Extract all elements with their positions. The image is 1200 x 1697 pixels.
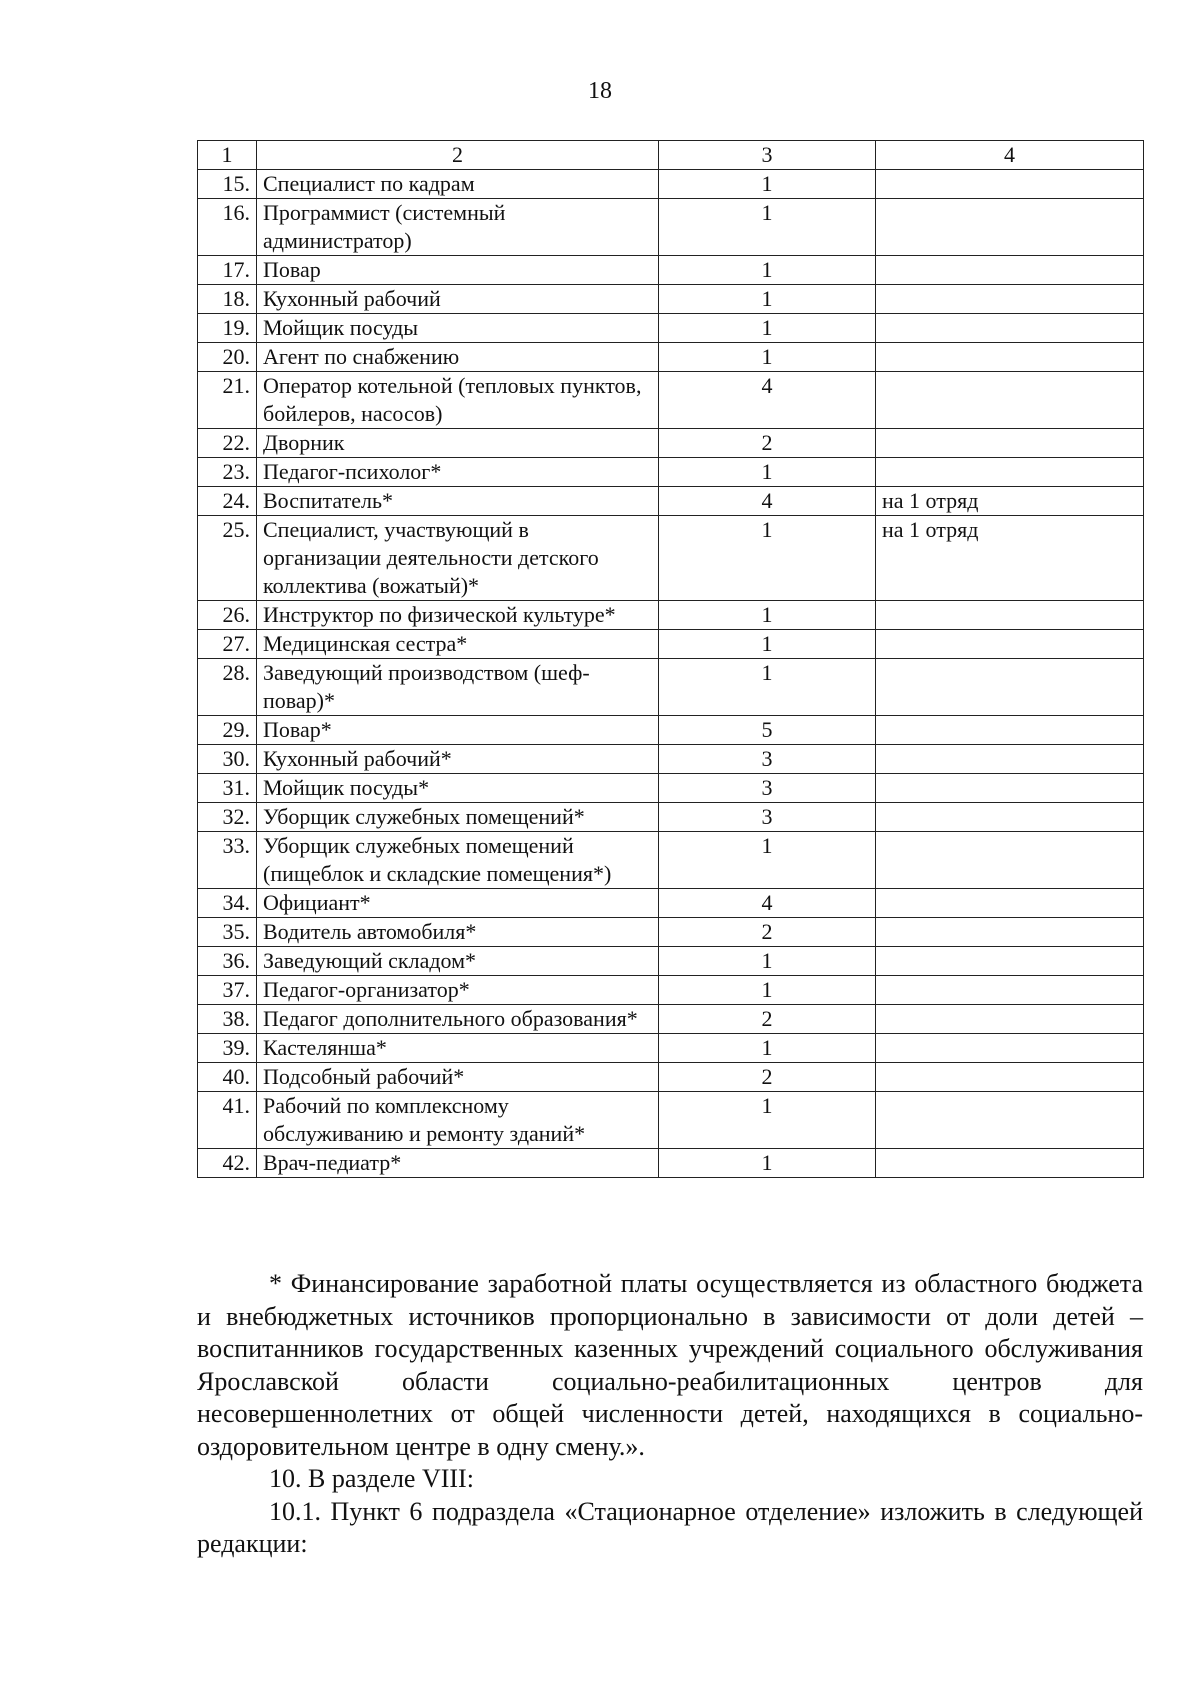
table-row xyxy=(198,947,1144,976)
row-position-name: Дворник xyxy=(257,429,659,458)
row-note xyxy=(876,803,1144,832)
table-row xyxy=(198,918,1144,947)
row-position-name: Уборщик служебных помещений* xyxy=(257,803,659,832)
row-quantity: 4 xyxy=(659,889,876,918)
row-position-name: Заведующий складом* xyxy=(257,947,659,976)
row-quantity: 1 xyxy=(659,314,876,343)
row-position-name: Врач-педиатр* xyxy=(257,1149,659,1178)
row-quantity: 1 xyxy=(659,601,876,630)
table-row xyxy=(198,889,1144,918)
row-note xyxy=(876,745,1144,774)
row-note xyxy=(876,199,1144,256)
row-note xyxy=(876,458,1144,487)
section-10-heading: 10. В разделе VIII: xyxy=(269,1464,474,1493)
row-note xyxy=(876,889,1144,918)
row-position-name: Воспитатель* xyxy=(257,487,659,516)
row-note xyxy=(876,170,1144,199)
table-row xyxy=(198,199,1144,256)
row-number: 27. xyxy=(198,630,257,659)
table-row xyxy=(198,774,1144,803)
table-row xyxy=(198,745,1144,774)
row-number: 28. xyxy=(198,659,257,716)
table-row xyxy=(198,170,1144,199)
row-note xyxy=(876,918,1144,947)
row-number: 40. xyxy=(198,1063,257,1092)
table-row xyxy=(198,1034,1144,1063)
row-number: 42. xyxy=(198,1149,257,1178)
table-row xyxy=(198,458,1144,487)
table-row xyxy=(198,343,1144,372)
table-row xyxy=(198,1063,1144,1092)
table-row xyxy=(198,1092,1144,1149)
row-position-name: Водитель автомобиля* xyxy=(257,918,659,947)
row-quantity: 1 xyxy=(659,659,876,716)
row-position-name: Повар* xyxy=(257,716,659,745)
row-quantity: 1 xyxy=(659,832,876,889)
table-row xyxy=(198,429,1144,458)
table-row xyxy=(198,372,1144,429)
row-number: 21. xyxy=(198,372,257,429)
row-number: 22. xyxy=(198,429,257,458)
row-number: 17. xyxy=(198,256,257,285)
header-col-1: 1 xyxy=(198,141,257,170)
row-quantity: 1 xyxy=(659,199,876,256)
table-row xyxy=(198,487,1144,516)
row-position-name: Мойщик посуды* xyxy=(257,774,659,803)
row-note: на 1 отряд xyxy=(876,516,1144,601)
table-header-row xyxy=(198,141,1144,170)
table-row xyxy=(198,976,1144,1005)
row-quantity: 1 xyxy=(659,630,876,659)
row-quantity: 2 xyxy=(659,918,876,947)
row-quantity: 1 xyxy=(659,976,876,1005)
table-row xyxy=(198,601,1144,630)
row-quantity: 4 xyxy=(659,487,876,516)
row-quantity: 1 xyxy=(659,516,876,601)
row-number: 37. xyxy=(198,976,257,1005)
row-note xyxy=(876,601,1144,630)
page-number: 18 xyxy=(588,78,612,104)
row-quantity: 3 xyxy=(659,745,876,774)
row-quantity: 1 xyxy=(659,343,876,372)
row-quantity: 3 xyxy=(659,803,876,832)
row-note xyxy=(876,976,1144,1005)
table-row xyxy=(198,516,1144,601)
row-number: 15. xyxy=(198,170,257,199)
row-quantity: 1 xyxy=(659,1092,876,1149)
row-position-name: Медицинская сестра* xyxy=(257,630,659,659)
row-note xyxy=(876,1034,1144,1063)
header-col-2: 2 xyxy=(257,141,659,170)
row-note xyxy=(876,947,1144,976)
table-body xyxy=(198,170,1144,1178)
row-number: 36. xyxy=(198,947,257,976)
row-note xyxy=(876,285,1144,314)
row-quantity: 1 xyxy=(659,170,876,199)
row-number: 25. xyxy=(198,516,257,601)
header-col-4: 4 xyxy=(876,141,1144,170)
row-position-name: Программист (системный администратор) xyxy=(257,199,659,256)
staff-table xyxy=(197,140,1144,1178)
header-col-3: 3 xyxy=(659,141,876,170)
footnote-block xyxy=(197,1268,1143,1561)
row-position-name: Кухонный рабочий xyxy=(257,285,659,314)
row-number: 23. xyxy=(198,458,257,487)
row-number: 24. xyxy=(198,487,257,516)
table-row xyxy=(198,1005,1144,1034)
row-position-name: Повар xyxy=(257,256,659,285)
footnote-text: * Финансирование заработной платы осуществляется из областного бюджета и внебюджетных источников пропорционально в зависимости от доли детей – воспитанников государственных казенных учреждений социального обслуживания Ярославской области социально-реабилитационных центров для несовершеннолетних от общей численности детей, находящихся в социально-оздоровительном центре в одну смену.». xyxy=(197,1269,1143,1461)
table-row xyxy=(198,630,1144,659)
row-number: 19. xyxy=(198,314,257,343)
row-note xyxy=(876,774,1144,803)
row-position-name: Мойщик посуды xyxy=(257,314,659,343)
row-note xyxy=(876,256,1144,285)
row-number: 16. xyxy=(198,199,257,256)
table-row xyxy=(198,832,1144,889)
row-number: 20. xyxy=(198,343,257,372)
row-quantity: 1 xyxy=(659,1149,876,1178)
row-quantity: 5 xyxy=(659,716,876,745)
row-number: 35. xyxy=(198,918,257,947)
row-number: 18. xyxy=(198,285,257,314)
row-note xyxy=(876,429,1144,458)
row-quantity: 3 xyxy=(659,774,876,803)
row-quantity: 4 xyxy=(659,372,876,429)
row-note: на 1 отряд xyxy=(876,487,1144,516)
row-quantity: 2 xyxy=(659,429,876,458)
row-number: 26. xyxy=(198,601,257,630)
row-number: 31. xyxy=(198,774,257,803)
table-row xyxy=(198,803,1144,832)
row-position-name: Специалист по кадрам xyxy=(257,170,659,199)
table-row xyxy=(198,256,1144,285)
table-row xyxy=(198,314,1144,343)
row-note xyxy=(876,630,1144,659)
row-number: 29. xyxy=(198,716,257,745)
item-10-1-text: 10.1. Пункт 6 подраздела «Стационарное отделение» изложить в следующей редакции: xyxy=(197,1496,1143,1558)
row-quantity: 2 xyxy=(659,1005,876,1034)
row-note xyxy=(876,716,1144,745)
row-number: 33. xyxy=(198,832,257,889)
table-row xyxy=(198,1149,1144,1178)
row-note xyxy=(876,1005,1144,1034)
row-quantity: 1 xyxy=(659,1034,876,1063)
row-number: 41. xyxy=(198,1092,257,1149)
row-quantity: 2 xyxy=(659,1063,876,1092)
row-position-name: Педагог-организатор* xyxy=(257,976,659,1005)
row-note xyxy=(876,1063,1144,1092)
table-row xyxy=(198,716,1144,745)
row-position-name: Кастелянша* xyxy=(257,1034,659,1063)
row-note xyxy=(876,659,1144,716)
row-position-name: Рабочий по комплексному обслуживанию и ремонту зданий* xyxy=(257,1092,659,1149)
row-note xyxy=(876,1092,1144,1149)
row-position-name: Официант* xyxy=(257,889,659,918)
row-number: 32. xyxy=(198,803,257,832)
row-note xyxy=(876,1149,1144,1178)
row-position-name: Педагог дополнительного образования* xyxy=(257,1005,659,1034)
row-position-name: Оператор котельной (тепловых пунктов, бойлеров, насосов) xyxy=(257,372,659,429)
row-note xyxy=(876,343,1144,372)
row-note xyxy=(876,832,1144,889)
row-number: 38. xyxy=(198,1005,257,1034)
row-position-name: Кухонный рабочий* xyxy=(257,745,659,774)
row-position-name: Педагог-психолог* xyxy=(257,458,659,487)
row-position-name: Уборщик служебных помещений (пищеблок и складские помещения*) xyxy=(257,832,659,889)
row-note xyxy=(876,314,1144,343)
row-number: 34. xyxy=(198,889,257,918)
row-position-name: Инструктор по физической культуре* xyxy=(257,601,659,630)
row-position-name: Заведующий производством (шеф-повар)* xyxy=(257,659,659,716)
table-row xyxy=(198,285,1144,314)
table-row xyxy=(198,659,1144,716)
row-quantity: 1 xyxy=(659,947,876,976)
row-quantity: 1 xyxy=(659,458,876,487)
row-number: 39. xyxy=(198,1034,257,1063)
row-position-name: Агент по снабжению xyxy=(257,343,659,372)
row-note xyxy=(876,372,1144,429)
row-position-name: Специалист, участвующий в организации деятельности детского коллектива (вожатый)* xyxy=(257,516,659,601)
row-position-name: Подсобный рабочий* xyxy=(257,1063,659,1092)
row-quantity: 1 xyxy=(659,285,876,314)
row-quantity: 1 xyxy=(659,256,876,285)
row-number: 30. xyxy=(198,745,257,774)
